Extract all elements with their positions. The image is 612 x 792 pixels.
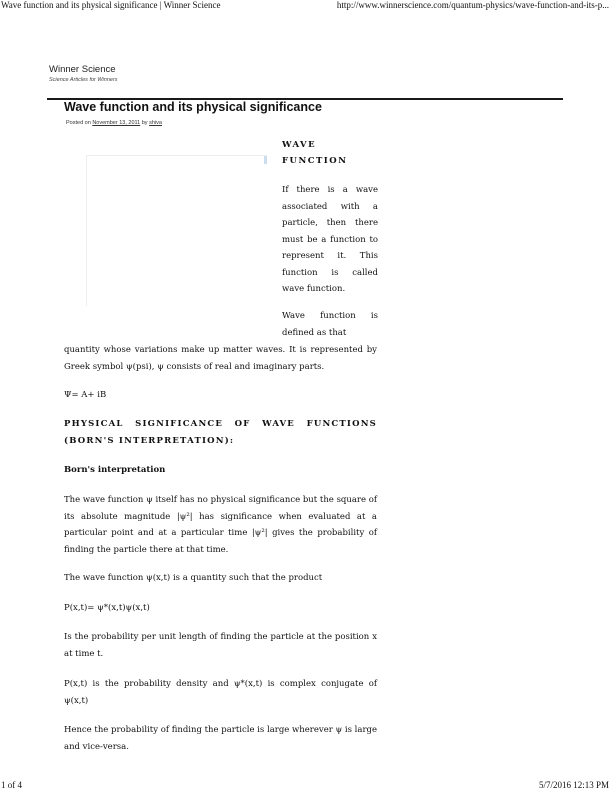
meta-by: by — [141, 120, 148, 126]
section-heading: PHYSICAL SIGNIFICANCE OF WAVE FUNCTIONS (BORN'S INTERPRETATION): — [64, 419, 377, 446]
paragraph: Is the probability per unit length of finding the particle at the position x at time t. — [64, 632, 377, 659]
paragraph: Wave function is defined as that — [282, 311, 378, 338]
meta-prefix: Posted on — [66, 120, 91, 126]
page-count: 1 of 4 — [1, 780, 22, 790]
site-name[interactable]: Winner Science — [49, 64, 116, 75]
paragraph: quantity whose variations make up matter waves. It is represented by Greek symbol ψ(psi), ψ consists of real and imaginary parts. — [64, 345, 377, 372]
pdf-print-header — [0, 0, 612, 12]
paragraph: The wave function ψ itself has no physical significance but the square of its absolute magnitude |ψ²| has significance when evaluated at a particular point and at a particular time |ψ²| gives the probability of finding the particle there at that time. — [64, 495, 377, 555]
page-title-header: Wave function and its physical significance | Winner Science — [1, 0, 221, 10]
post-title: Wave function and its physical significance — [64, 100, 322, 114]
paragraph: Hence the probability of finding the particle is large wherever ψ is large and vice-versa. — [64, 725, 377, 752]
equation: Ψ= A+ iB — [64, 390, 107, 400]
image-placeholder-icon — [264, 156, 267, 164]
pdf-print-footer — [0, 780, 612, 792]
post-meta — [66, 120, 162, 126]
post-date-link[interactable]: November 13, 2011 — [92, 120, 141, 126]
article-image — [86, 155, 267, 306]
print-datetime: 5/7/2016 12:13 PM — [538, 780, 609, 790]
subheading: Born's interpretation — [64, 465, 166, 475]
page-url: http://www.winnerscience.com/quantum-physics/wave-function-and-its-p... — [336, 0, 609, 10]
author-link[interactable]: shiva — [149, 120, 162, 126]
paragraph: The wave function ψ(x,t) is a quantity such that the product — [64, 573, 323, 583]
site-tagline: Science Articles for Winners — [49, 77, 118, 83]
equation: P(x,t)= ψ*(x,t)ψ(x,t) — [64, 603, 150, 613]
paragraph: If there is a wave associated with a particle, then there must be a function to represent it. This function is called wave function. — [282, 185, 378, 294]
paragraph: P(x,t) is the probability density and ψ*(x,t) is complex conjugate of ψ(x,t) — [64, 679, 377, 706]
wave-function-heading: WAVE FUNCTION — [282, 140, 348, 166]
